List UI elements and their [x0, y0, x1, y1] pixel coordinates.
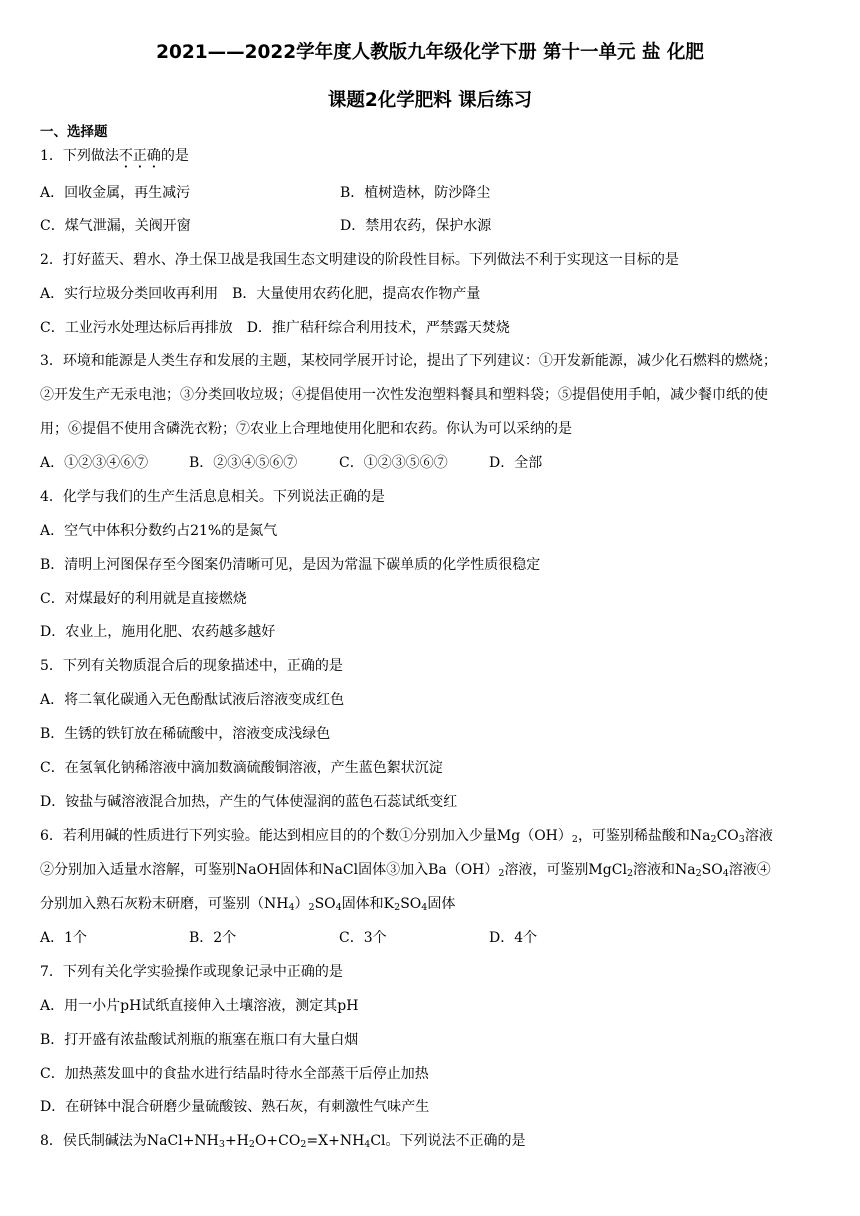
subscript: 2 [308, 902, 315, 913]
question-6-line-2 [40, 860, 771, 884]
q6-option-d: D．4个 [489, 930, 538, 946]
subscript: 2 [394, 902, 401, 913]
question-4-stem: 4．化学与我们的生产生活息息相关。下列说法正确的是 [40, 489, 385, 505]
q6-l1-text-a: 6．若利用碱的性质进行下列实验。能达到相应目的的个数①分别加入少量Mg（OH） [40, 828, 572, 844]
q3-option-b: B．②③④⑤⑥⑦ [189, 455, 298, 471]
question-3-line-2: ②开发生产无汞电池；③分类回收垃圾；④提倡使用一次性发泡塑料餐具和塑料袋；⑤提倡使用手帕，减少餐巾纸的使 [40, 387, 768, 403]
subscript: 4 [335, 902, 342, 913]
subscript: 3 [738, 834, 745, 845]
q3-option-d: D．全部 [489, 455, 543, 471]
question-1-stem [40, 146, 189, 166]
q1-emphasis-char-1: 不 [118, 148, 133, 164]
q6-option-b: B．2个 [189, 930, 237, 946]
subscript: 2 [710, 834, 717, 845]
q8-text-d: =X+NH [306, 1133, 365, 1149]
q1-option-a: A．回收金属，再生减污 [40, 185, 191, 201]
q5-option-c: C．在氢氧化钠稀溶液中滴加数滴硫酸铜溶液，产生蓝色絮状沉淀 [40, 760, 443, 776]
q6-l2-text-e: 溶液④ [728, 862, 771, 878]
q6-l2-text-d: SO [701, 862, 723, 878]
q8-text-e: Cl。下列说法不正确的是 [370, 1133, 526, 1149]
q6-l1-text-b: ，可鉴别稀盐酸和Na [577, 828, 711, 844]
q1-prefix: 1．下列做法 [40, 148, 119, 164]
q2-options-cd: C．工业污水处理达标后再排放 D．推广秸秆综合利用技术，严禁露天焚烧 [40, 320, 510, 336]
q3-option-c: C．①②③⑤⑥⑦ [339, 455, 448, 471]
q6-l2-text-a: ②分别加入适量水溶解，可鉴别NaOH固体和NaCl固体③加入Ba（OH） [40, 862, 499, 878]
question-3-line-3: 用；⑥提倡不使用含磷洗衣粉；⑦农业上合理地使用化肥和农药。你认为可以采纳的是 [40, 421, 572, 437]
q6-l3-text-b: ） [294, 896, 309, 912]
q7-option-d: D．在研钵中混合研磨少量硫酸铵、熟石灰，有刺激性气味产生 [40, 1099, 430, 1115]
q8-text-c: O+CO [254, 1133, 301, 1149]
q7-option-c: C．加热蒸发皿中的食盐水进行结晶时待水全部蒸干后停止加热 [40, 1066, 429, 1082]
section-heading: 一、选择题 [40, 124, 108, 140]
question-7-stem: 7．下列有关化学实验操作或现象记录中正确的是 [40, 964, 343, 980]
q1-emphasis-char-2: 正 [132, 148, 147, 164]
q6-l2-text-c: 溶液和Na [632, 862, 696, 878]
subscript: 2 [571, 834, 578, 845]
q1-option-b: B．植树造林，防沙降尘 [340, 185, 491, 201]
q7-option-a: A．用一小片pH试纸直接伸入土壤溶液，测定其pH [40, 998, 359, 1014]
question-6-line-1 [40, 826, 773, 850]
subscript: 3 [218, 1139, 225, 1150]
q4-option-b: B．清明上河图保存至今图案仍清晰可见，是因为常温下碳单质的化学性质很稳定 [40, 557, 541, 573]
q1-emphasis-char-3: 确 [146, 148, 161, 164]
q6-l3-text-e: SO [400, 896, 422, 912]
q4-option-d: D．农业上，施用化肥、农药越多越好 [40, 624, 276, 640]
subscript: 4 [722, 868, 729, 879]
subscript: 4 [288, 902, 295, 913]
question-2-stem: 2．打好蓝天、碧水、净土保卫战是我国生态文明建设的阶段性目标。下列做法不利于实现这一目标的是 [40, 252, 679, 268]
q5-option-d: D．铵盐与碱溶液混合加热，产生的气体使湿润的蓝色石蕊试纸变红 [40, 794, 458, 810]
q8-text-b: +H [224, 1133, 249, 1149]
q1-option-d: D．禁用农药，保护水源 [340, 218, 492, 234]
q1-suffix: 的是 [160, 148, 189, 164]
question-8-stem [40, 1131, 526, 1155]
q6-l3-text-f: 固体 [427, 896, 456, 912]
q4-option-a: A．空气中体积分数约占21%的是氮气 [40, 523, 278, 539]
q2-options-ab: A．实行垃圾分类回收再利用 B．大量使用农药化肥，提高农作物产量 [40, 286, 481, 302]
q1-option-c: C．煤气泄漏，关阀开窗 [40, 218, 191, 234]
subscript: 2 [695, 868, 702, 879]
q6-option-a: A．1个 [40, 930, 88, 946]
subscript: 2 [498, 868, 505, 879]
subscript: 4 [421, 902, 428, 913]
q6-l3-text-a: 分别加入熟石灰粉末研磨，可鉴别（NH [40, 896, 289, 912]
q6-l1-text-d: 溶液 [744, 828, 773, 844]
question-6-line-3 [40, 894, 455, 918]
q3-option-a: A．①②③④⑥⑦ [40, 455, 149, 471]
q6-l3-text-c: SO [314, 896, 336, 912]
question-3-line-1: 3．环境和能源是人类生存和发展的主题，某校同学展开讨论，提出了下列建议：①开发新能源，减少化石燃料的燃烧； [40, 353, 777, 369]
q7-option-b: B．打开盛有浓盐酸试剂瓶的瓶塞在瓶口有大量白烟 [40, 1032, 359, 1048]
q6-l2-text-b: 溶液，可鉴别MgCl [504, 862, 627, 878]
subscript: 2 [300, 1139, 307, 1150]
q6-l3-text-d: 固体和K [341, 896, 395, 912]
title-line-1: 2021——2022学年度人教版九年级化学下册 第十一单元 盐 化肥 [156, 42, 704, 63]
q6-option-c: C．3个 [339, 930, 387, 946]
q8-text-a: 8．侯氏制碱法为NaCl+NH [40, 1133, 219, 1149]
q6-l1-text-c: CO [716, 828, 739, 844]
question-5-stem: 5．下列有关物质混合后的现象描述中，正确的是 [40, 658, 343, 674]
subscript: 2 [626, 868, 633, 879]
q4-option-c: C．对煤最好的利用就是直接燃烧 [40, 591, 247, 607]
q5-option-a: A．将二氧化碳通入无色酚酞试液后溶液变成红色 [40, 692, 345, 708]
subscript: 4 [364, 1139, 371, 1150]
title-line-2: 课题2化学肥料 课后练习 [327, 90, 533, 111]
subscript: 2 [248, 1139, 255, 1150]
q5-option-b: B．生锈的铁钉放在稀硫酸中，溶液变成浅绿色 [40, 726, 331, 742]
